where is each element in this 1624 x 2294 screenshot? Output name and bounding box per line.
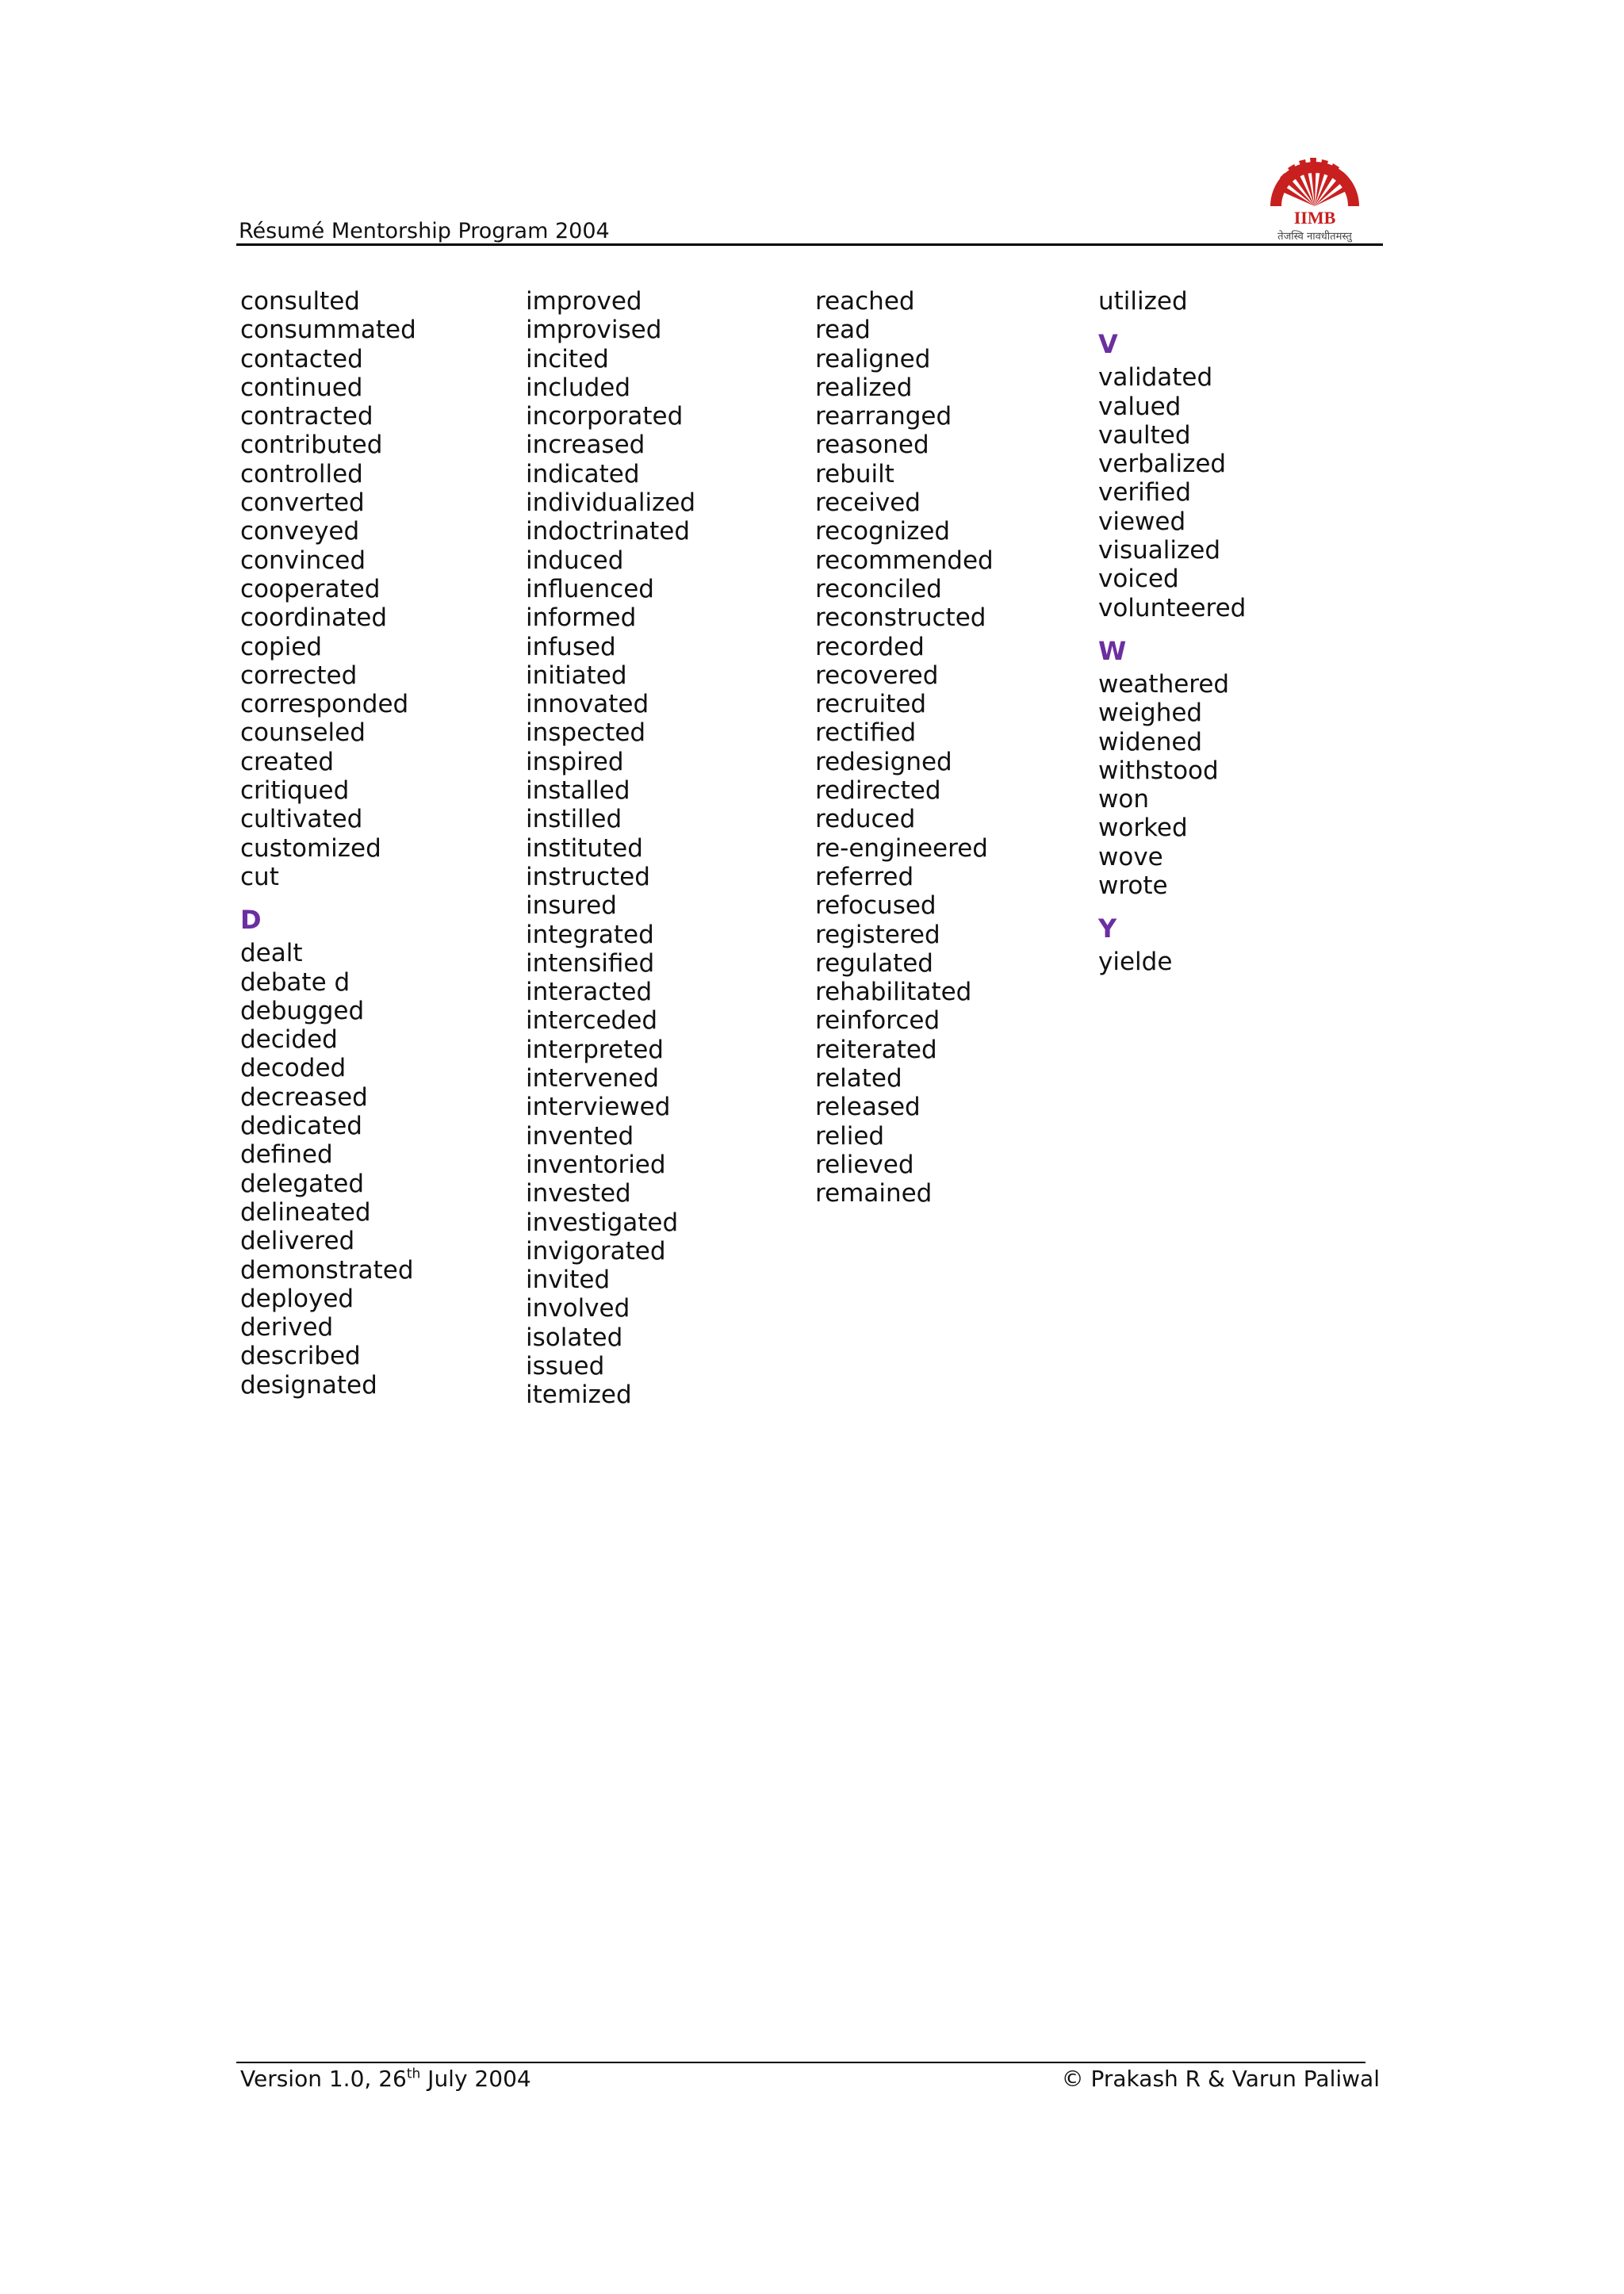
action-verb: debugged [240,996,365,1025]
action-verb: incited [526,344,609,373]
action-verb: released [815,1093,921,1122]
action-verb: individualized [526,488,696,518]
action-verb: regulated [815,948,933,978]
action-verb: related [815,1064,902,1093]
action-verb: referred [815,862,914,891]
action-verb: initiated [526,661,627,690]
word-list [1098,948,1246,976]
action-verb: withstood [1098,756,1219,785]
action-verb: conveyed [240,517,360,546]
action-verb: indoctrinated [526,517,691,546]
action-verb: cooperated [240,574,381,603]
action-verb: read [815,316,871,345]
footer-rule [236,2062,1365,2063]
action-verb: indicated [526,459,640,488]
action-verb: itemized [526,1381,632,1410]
action-verb: recovered [815,661,939,690]
action-verb: improvised [526,316,662,345]
action-verb: rebuilt [815,459,894,488]
action-verb: vaulted [1098,420,1191,450]
action-verb: consulted [240,287,360,316]
action-verb: instituted [526,833,643,863]
action-verb: recruited [815,690,927,719]
page-header-title: Résumé Mentorship Program 2004 [239,219,610,243]
action-verb: recommended [815,546,994,575]
word-list [1098,287,1246,316]
action-verb: incorporated [526,402,684,431]
action-verb: innovated [526,690,649,719]
action-verb: invented [526,1121,634,1151]
word-list [240,287,416,891]
action-verb: relieved [815,1150,914,1179]
action-verb: won [1098,785,1149,814]
action-verb: interpreted [526,1035,664,1064]
action-verb: copied [240,632,323,661]
action-verb: reduced [815,805,916,834]
action-verb: intervened [526,1064,660,1093]
action-verb: continued [240,373,363,402]
footer-copyright: © Prakash R & Varun Paliwal [1061,2066,1380,2092]
action-verb: created [240,747,335,776]
action-verb: investigated [526,1208,679,1237]
action-verb: decreased [240,1082,368,1112]
action-verb: isolated [526,1323,623,1352]
action-verb: dedicated [240,1112,362,1141]
action-verb: designated [240,1370,377,1400]
action-verb: delegated [240,1169,365,1198]
section-letter-v: V [1098,329,1118,360]
action-verb: re-engineered [815,833,988,863]
action-verb: induced [526,546,624,575]
action-verb: worked [1098,814,1188,843]
header-rule [236,243,1383,246]
section-letter-w: W [1098,635,1127,666]
action-verb: invited [526,1266,611,1295]
action-verb: invested [526,1179,631,1208]
action-verb: rearranged [815,402,952,431]
action-verb: convinced [240,546,366,575]
logo-text: IIMB [1293,208,1336,228]
action-verb: customized [240,833,381,863]
word-column-1 [240,287,416,1400]
footer-version-suffix: July 2004 [420,2066,531,2092]
action-verb: intensified [526,948,655,978]
action-verb: widened [1098,727,1203,756]
action-verb: installed [526,776,630,806]
action-verb: interacted [526,978,653,1007]
action-verb: cut [240,862,279,891]
action-verb: corresponded [240,690,409,719]
action-verb: informed [526,603,637,633]
action-verb: controlled [240,459,363,488]
footer-version-prefix: Version 1.0, 26 [240,2066,407,2092]
action-verb: derived [240,1313,334,1342]
action-verb: relied [815,1121,885,1151]
action-verb: critiqued [240,776,350,806]
action-verb: converted [240,488,365,518]
action-verb: recorded [815,632,925,661]
iimb-logo [1259,157,1370,244]
word-column-3 [815,287,994,1208]
word-list [1098,363,1246,622]
word-list [1098,670,1246,900]
footer-version [240,2066,531,2093]
action-verb: defined [240,1140,333,1170]
action-verb: redirected [815,776,941,806]
action-verb: wrote [1098,871,1168,901]
action-verb: interceded [526,1006,658,1036]
action-verb: remained [815,1179,933,1208]
action-verb: refocused [815,891,936,921]
action-verb: utilized [1098,287,1188,316]
action-verb: wove [1098,842,1163,871]
action-verb: debate d [240,967,350,997]
action-verb: weighed [1098,699,1203,728]
action-verb: influenced [526,574,654,603]
footer-version-sup: th [406,2066,421,2082]
word-column-2 [526,287,695,1410]
action-verb: demonstrated [240,1255,414,1285]
action-verb: contributed [240,431,383,460]
action-verb: viewed [1098,507,1186,536]
action-verb: volunteered [1098,593,1247,622]
action-verb: dealt [240,939,303,968]
action-verb: reiterated [815,1035,937,1064]
action-verb: described [240,1342,361,1371]
section-letter-d: D [240,905,262,936]
action-verb: corrected [240,661,358,690]
action-verb: insured [526,891,617,921]
action-verb: counseled [240,718,366,748]
action-verb: included [526,373,630,402]
action-verb: integrated [526,920,654,949]
action-verb: recognized [815,517,951,546]
action-verb: inspired [526,747,624,776]
action-verb: infused [526,632,616,661]
action-verb: verbalized [1098,450,1227,479]
action-verb: consummated [240,316,416,345]
action-verb: deployed [240,1284,354,1313]
action-verb: valued [1098,392,1182,421]
word-column-4 [1098,287,1246,977]
action-verb: invigorated [526,1236,666,1266]
action-verb: contacted [240,344,363,373]
section-letter-y: Y [1098,913,1117,944]
action-verb: delineated [240,1197,371,1227]
logo-tagline: तेजस्वि नावधीतमस्तु [1277,231,1352,243]
action-verb: reconciled [815,574,942,603]
action-verb: verified [1098,478,1192,507]
action-verb: cultivated [240,805,363,834]
action-verb: contracted [240,402,373,431]
action-verb: inspected [526,718,646,748]
action-verb: reconstructed [815,603,986,633]
action-verb: interviewed [526,1093,671,1122]
action-verb: decided [240,1025,338,1055]
action-verb: weathered [1098,669,1230,699]
word-list [526,287,695,1410]
action-verb: increased [526,431,645,460]
action-verb: received [815,488,921,518]
action-verb: visualized [1098,536,1221,565]
action-verb: coordinated [240,603,388,633]
action-verb: issued [526,1351,605,1381]
word-list [240,939,416,1400]
action-verb: instructed [526,862,650,891]
action-verb: delivered [240,1227,355,1256]
action-verb: inventoried [526,1150,666,1179]
logo-rays [1270,158,1359,206]
action-verb: decoded [240,1054,347,1083]
action-verb: rehabilitated [815,978,972,1007]
action-verb: voiced [1098,565,1179,594]
action-verb: reasoned [815,431,929,460]
action-verb: realigned [815,344,931,373]
action-verb: reached [815,287,915,316]
action-verb: validated [1098,363,1213,393]
action-verb: registered [815,920,940,949]
action-verb: improved [526,287,642,316]
action-verb: redesigned [815,747,952,776]
action-verb: rectified [815,718,917,748]
action-verb: instilled [526,805,622,834]
action-verb: yielde [1098,948,1173,977]
action-verb: involved [526,1294,630,1323]
action-verb: realized [815,373,913,402]
word-list [815,287,994,1208]
action-verb: reinforced [815,1006,940,1036]
